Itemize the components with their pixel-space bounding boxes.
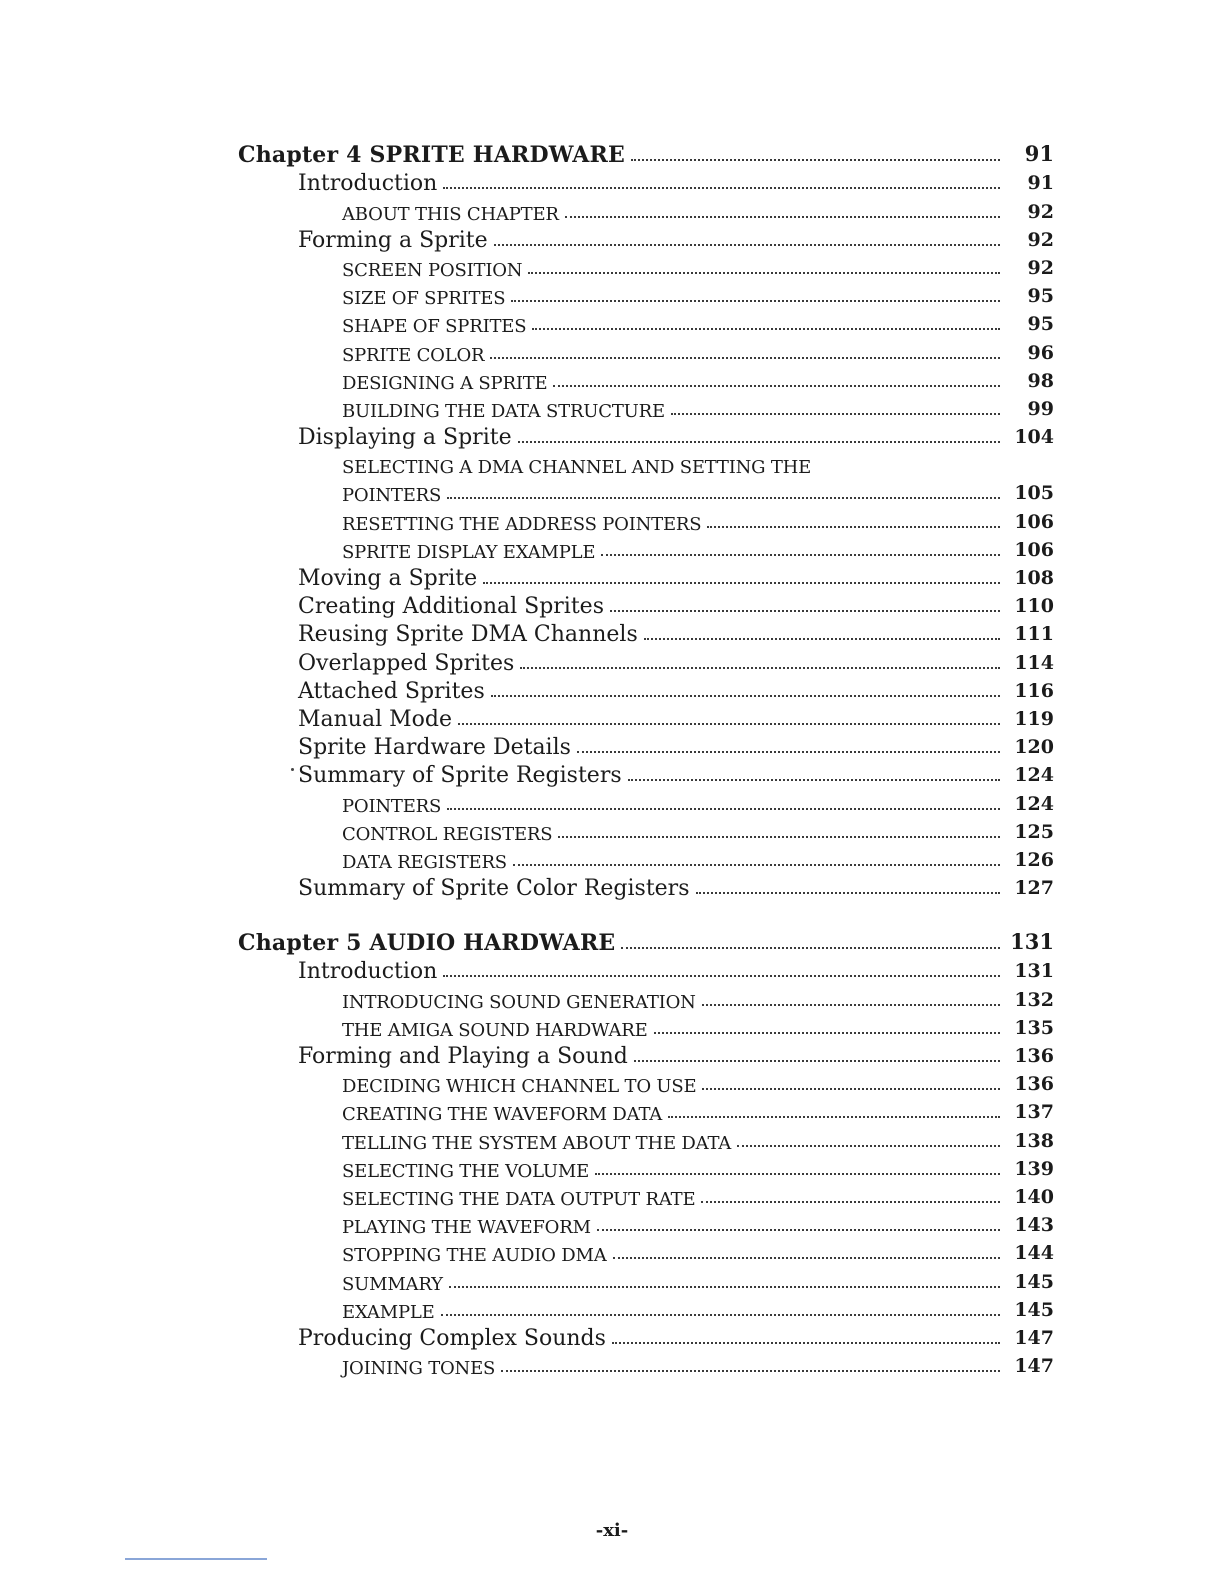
toc-subsection-entry bbox=[238, 1125, 1054, 1153]
toc-subsection-entry bbox=[238, 984, 1054, 1012]
dot-leader bbox=[553, 385, 1000, 387]
dot-leader bbox=[447, 497, 1000, 499]
toc-section-entry-title: Summary of Sprite Registers bbox=[298, 763, 622, 789]
chapter-heading-page-number: 91 bbox=[1024, 141, 1054, 167]
dot-leader bbox=[634, 1060, 1000, 1062]
toc-subsection-entry-page-number: 106 bbox=[1014, 538, 1054, 561]
toc-section-entry bbox=[238, 676, 1054, 704]
toc-subsection-entry bbox=[238, 506, 1054, 534]
toc-subsection-entry bbox=[238, 366, 1054, 394]
dot-leader bbox=[601, 554, 1000, 556]
dot-leader bbox=[577, 751, 1000, 753]
toc-subsection-entry-title: PLAYING THE WAVEFORM bbox=[342, 1217, 591, 1239]
dot-leader bbox=[532, 328, 1000, 330]
toc-section-entry-page-number: 127 bbox=[1014, 877, 1054, 900]
dot-leader bbox=[671, 413, 1000, 415]
toc-subsection-entry-title: DECIDING WHICH CHANNEL TO USE bbox=[342, 1076, 697, 1098]
toc-section-entry-title: Moving a Sprite bbox=[298, 566, 478, 591]
dot-leader bbox=[702, 1004, 1000, 1006]
toc-section-entry-title: Producing Complex Sounds bbox=[298, 1325, 606, 1351]
toc-section-entry bbox=[238, 591, 1054, 619]
dot-leader bbox=[644, 638, 1000, 640]
dot-leader bbox=[449, 1286, 1000, 1288]
toc-subsection-entry-page-number: 137 bbox=[1014, 1101, 1054, 1124]
dot-leader bbox=[610, 610, 1000, 612]
toc-subsection-entry-page-number: 126 bbox=[1014, 848, 1054, 871]
toc-subsection-entry bbox=[238, 1182, 1054, 1210]
dot-leader bbox=[443, 187, 1000, 189]
toc-subsection-entry-title: SPRITE COLOR bbox=[342, 344, 485, 366]
toc-subsection-entry bbox=[238, 196, 1054, 224]
toc-section-entry-title: Summary of Sprite Color Registers bbox=[298, 876, 690, 902]
toc-subsection-entry-page-number: 145 bbox=[1014, 1270, 1054, 1293]
toc-subsection-entry-page-number: 132 bbox=[1014, 988, 1054, 1011]
toc-subsection-entry-page-number: 139 bbox=[1014, 1157, 1054, 1180]
toc-subsection-entry bbox=[238, 1351, 1054, 1379]
toc-subsection-entry bbox=[238, 1210, 1054, 1238]
toc-section-entry-title: Creating Additional Sprites bbox=[298, 594, 604, 620]
chapter-heading bbox=[238, 928, 1054, 956]
toc-subsection-entry bbox=[238, 1069, 1054, 1097]
toc-section-entry-page-number: 124 bbox=[1014, 764, 1054, 787]
toc-subsection-entry-page-number: 92 bbox=[1027, 256, 1054, 279]
toc-subsection-entry bbox=[238, 253, 1054, 281]
dot-leader bbox=[595, 1173, 1000, 1175]
toc-subsection-entry-title: RESETTING THE ADDRESS POINTERS bbox=[342, 513, 702, 535]
dot-leader bbox=[441, 1314, 1000, 1316]
chapter-heading-title: Chapter 4 SPRITE HARDWARE bbox=[238, 142, 625, 169]
toc-subsection-entry-page-number: 106 bbox=[1014, 510, 1054, 533]
dot-leader bbox=[613, 1257, 1001, 1259]
toc-subsection-entry-title: STOPPING THE AUDIO DMA bbox=[342, 1245, 607, 1267]
page-folio: -xi- bbox=[595, 1520, 629, 1541]
toc-subsection-entry-title: SELECTING A DMA CHANNEL AND SETTING THE bbox=[342, 457, 812, 479]
chapter-heading-title: Chapter 5 AUDIO HARDWARE bbox=[238, 930, 616, 957]
dot-leader bbox=[621, 947, 1000, 949]
toc-section-entry bbox=[238, 704, 1054, 732]
dot-leader bbox=[701, 1201, 1000, 1203]
dot-leader bbox=[513, 864, 1000, 866]
toc-subsection-entry-page-number: 147 bbox=[1014, 1355, 1054, 1378]
toc-subsection-entry-title: INTRODUCING SOUND GENERATION bbox=[342, 991, 696, 1013]
dot-leader bbox=[565, 216, 1000, 218]
toc-subsection-entry-page-number: 135 bbox=[1014, 1016, 1054, 1039]
toc-section-entry-page-number: 136 bbox=[1014, 1045, 1054, 1067]
dot-leader bbox=[443, 975, 1000, 977]
dot-leader bbox=[612, 1342, 1000, 1344]
toc-section-entry bbox=[238, 1323, 1054, 1351]
toc-section-entry-title: Manual Mode bbox=[298, 706, 452, 732]
dot-leader bbox=[483, 582, 1000, 584]
dot-leader bbox=[447, 808, 1000, 810]
dot-leader bbox=[702, 1088, 1000, 1090]
toc-subsection-entry-title: JOINING TONES bbox=[342, 1358, 496, 1380]
toc-subsection-entry-page-number: 92 bbox=[1027, 200, 1054, 223]
toc-section-entry-title: Reusing Sprite DMA Channels bbox=[298, 622, 638, 648]
toc-section-entry-title: Attached Sprites bbox=[298, 678, 485, 704]
toc-section-entry-title: Overlapped Sprites bbox=[298, 650, 515, 676]
toc-section-entry-page-number: 120 bbox=[1014, 736, 1054, 759]
toc-subsection-entry bbox=[238, 450, 1054, 478]
toc-section-entry bbox=[238, 732, 1054, 760]
toc-subsection-entry-page-number: 144 bbox=[1014, 1242, 1054, 1265]
dot-leader bbox=[707, 526, 1000, 528]
chapter-heading-page-number: 131 bbox=[1010, 929, 1054, 955]
toc-section-entry bbox=[238, 422, 1054, 450]
stray-mark bbox=[291, 768, 294, 771]
toc-subsection-entry bbox=[238, 845, 1054, 873]
dot-leader bbox=[458, 723, 1000, 725]
toc-section-entry bbox=[238, 956, 1054, 984]
toc-section-entry-page-number: 110 bbox=[1014, 595, 1054, 618]
toc-subsection-entry-title: SCREEN POSITION bbox=[342, 259, 523, 281]
toc-section-entry bbox=[238, 225, 1054, 253]
dot-leader bbox=[737, 1145, 1000, 1147]
toc-subsection-entry bbox=[238, 337, 1054, 365]
toc-subsection-entry-title: SELECTING THE DATA OUTPUT RATE bbox=[342, 1188, 696, 1210]
toc-section-entry-title: Introduction bbox=[298, 171, 438, 197]
dot-leader bbox=[511, 300, 1000, 302]
toc-subsection-entry bbox=[238, 1266, 1054, 1294]
toc-section-entry bbox=[238, 873, 1054, 901]
toc-section-entry bbox=[238, 760, 1054, 788]
toc-subsection-entry-page-number: 145 bbox=[1014, 1298, 1054, 1321]
toc-section-entry-page-number: 114 bbox=[1014, 651, 1054, 674]
toc-subsection-entry bbox=[238, 281, 1054, 309]
toc-subsection-entry-title: POINTERS bbox=[342, 485, 442, 507]
toc-subsection-entry-title: SPRITE DISPLAY EXAMPLE bbox=[342, 541, 596, 563]
toc-subsection-entry-page-number: 105 bbox=[1014, 482, 1054, 505]
toc-subsection-entry-page-number: 138 bbox=[1014, 1129, 1054, 1152]
toc-section-entry-title: Displaying a Sprite bbox=[298, 425, 512, 451]
dot-leader bbox=[501, 1370, 1000, 1372]
toc-subsection-entry bbox=[238, 1097, 1054, 1125]
dot-leader bbox=[490, 357, 1000, 359]
toc-section-entry bbox=[238, 168, 1054, 196]
toc-subsection-entry-page-number: 95 bbox=[1027, 285, 1054, 308]
toc-section-entry bbox=[238, 647, 1054, 675]
toc-section-entry-title: Introduction bbox=[298, 959, 438, 985]
toc-subsection-entry-page-number: 99 bbox=[1027, 397, 1054, 420]
dot-leader bbox=[491, 695, 1000, 697]
toc-section-entry-page-number: 108 bbox=[1014, 567, 1054, 589]
toc-section-entry-page-number: 111 bbox=[1014, 623, 1054, 646]
toc-subsection-entry-title: ABOUT THIS CHAPTER bbox=[342, 203, 559, 225]
dot-leader bbox=[558, 836, 1000, 838]
table-of-contents bbox=[238, 140, 1054, 1379]
scan-edge-line bbox=[125, 1558, 267, 1560]
toc-subsection-entry bbox=[238, 788, 1054, 816]
toc-section-entry bbox=[238, 1041, 1054, 1069]
toc-section-entry-title: Forming and Playing a Sound bbox=[298, 1044, 628, 1069]
toc-subsection-entry-title: DESIGNING A SPRITE bbox=[342, 372, 548, 394]
dot-leader bbox=[597, 1229, 1000, 1231]
toc-section-entry-page-number: 91 bbox=[1027, 172, 1054, 195]
toc-subsection-entry-title: SHAPE OF SPRITES bbox=[342, 316, 527, 338]
toc-section-entry bbox=[238, 563, 1054, 591]
toc-subsection-entry-title: CONTROL REGISTERS bbox=[342, 823, 553, 845]
toc-subsection-entry-title: SIZE OF SPRITES bbox=[342, 288, 506, 310]
toc-subsection-entry bbox=[238, 1013, 1054, 1041]
toc-subsection-entry-page-number: 125 bbox=[1014, 820, 1054, 843]
chapter-heading bbox=[238, 140, 1054, 168]
chapter-gap bbox=[238, 901, 1054, 928]
toc-subsection-entry-page-number: 96 bbox=[1027, 341, 1054, 364]
toc-subsection-entry-title: SUMMARY bbox=[342, 1273, 443, 1295]
toc-subsection-entry bbox=[238, 1238, 1054, 1266]
dot-leader bbox=[696, 892, 1001, 894]
toc-subsection-entry bbox=[238, 535, 1054, 563]
toc-subsection-entry-title: BUILDING THE DATA STRUCTURE bbox=[342, 400, 665, 422]
toc-subsection-entry bbox=[238, 1295, 1054, 1323]
toc-section-entry bbox=[238, 619, 1054, 647]
toc-subsection-entry-title: SELECTING THE VOLUME bbox=[342, 1160, 590, 1182]
toc-section-entry-page-number: 131 bbox=[1014, 960, 1054, 983]
dot-leader bbox=[631, 159, 1000, 161]
toc-section-entry-page-number: 104 bbox=[1014, 426, 1054, 449]
toc-subsection-entry bbox=[238, 478, 1054, 506]
toc-subsection-entry bbox=[238, 309, 1054, 337]
toc-subsection-entry bbox=[238, 1154, 1054, 1182]
dot-leader bbox=[528, 272, 1000, 274]
toc-subsection-entry-page-number: 136 bbox=[1014, 1073, 1054, 1096]
toc-subsection-entry bbox=[238, 817, 1054, 845]
dot-leader bbox=[628, 779, 1000, 781]
toc-subsection-entry-title: CREATING THE WAVEFORM DATA bbox=[342, 1104, 663, 1126]
toc-subsection-entry bbox=[238, 394, 1054, 422]
toc-section-entry-title: Forming a Sprite bbox=[298, 227, 488, 253]
toc-subsection-entry-page-number: 124 bbox=[1014, 792, 1054, 815]
dot-leader bbox=[520, 667, 1000, 669]
toc-section-entry-page-number: 147 bbox=[1014, 1326, 1054, 1349]
toc-subsection-entry-page-number: 98 bbox=[1027, 369, 1054, 392]
toc-subsection-entry-title: DATA REGISTERS bbox=[342, 851, 507, 873]
toc-subsection-entry-page-number: 140 bbox=[1014, 1185, 1054, 1208]
toc-subsection-entry-title: TELLING THE SYSTEM ABOUT THE DATA bbox=[342, 1132, 732, 1154]
toc-section-entry-page-number: 116 bbox=[1014, 679, 1054, 702]
toc-subsection-entry-title: POINTERS bbox=[342, 795, 442, 817]
toc-section-entry-page-number: 119 bbox=[1014, 707, 1054, 730]
dot-leader bbox=[518, 441, 1000, 443]
toc-section-entry-page-number: 92 bbox=[1027, 228, 1054, 251]
toc-section-entry-title: Sprite Hardware Details bbox=[298, 735, 571, 761]
dot-leader bbox=[654, 1032, 1000, 1034]
dot-leader bbox=[668, 1116, 1000, 1118]
toc-subsection-entry-title: THE AMIGA SOUND HARDWARE bbox=[342, 1019, 648, 1041]
toc-subsection-entry-page-number: 95 bbox=[1027, 313, 1054, 336]
toc-subsection-entry-page-number: 143 bbox=[1014, 1214, 1054, 1237]
dot-leader bbox=[494, 244, 1000, 246]
toc-subsection-entry-title: EXAMPLE bbox=[342, 1301, 435, 1323]
